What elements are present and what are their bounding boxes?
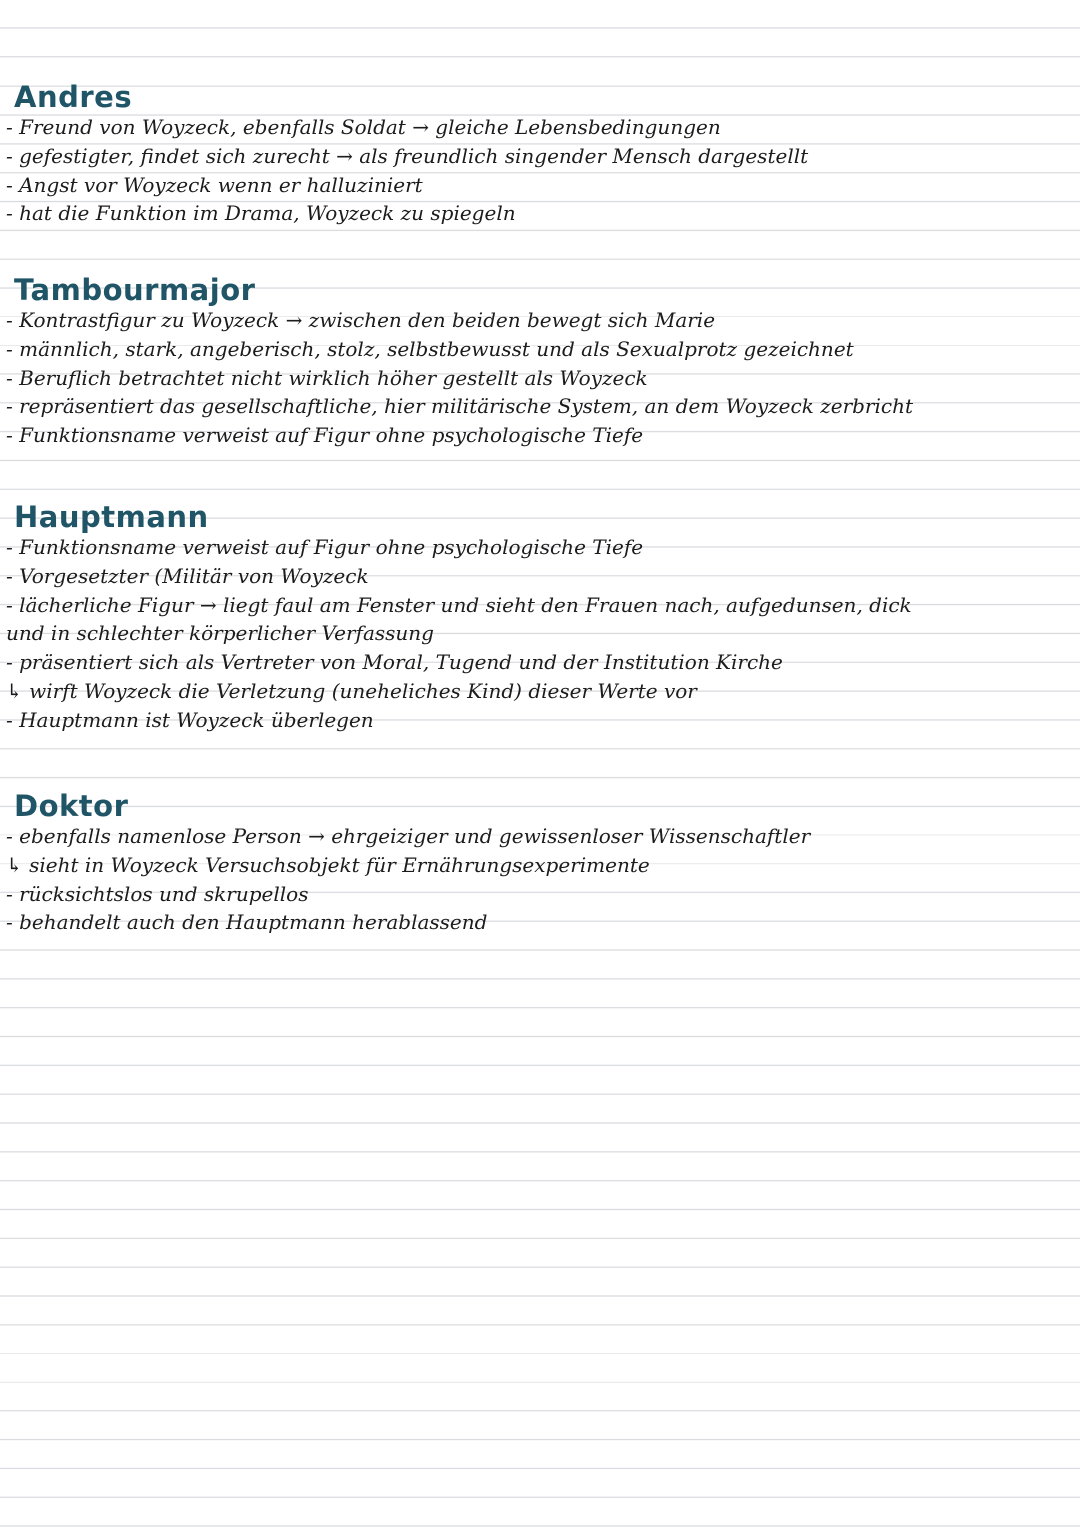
note-line: - repräsentiert das gesellschaftliche, hier militärische System, an dem Woyzeck zerbricht bbox=[6, 394, 914, 419]
note-line: - Kontrastfigur zu Woyzeck → zwischen den beiden bewegt sich Marie bbox=[6, 308, 716, 332]
note-line: ↳ sieht in Woyzeck Versuchsobjekt für Ernährungsexperimente bbox=[6, 852, 650, 877]
note-line: - ebenfalls namenlose Person → ehrgeiziger und gewissenloser Wissenschaftler bbox=[6, 824, 811, 848]
note-line: - lächerliche Figur → liegt faul am Fenster und sieht den Frauen nach, aufgedunsen, dick bbox=[6, 592, 912, 617]
section-heading: Tambourmajor bbox=[14, 273, 256, 307]
note-line: - gefestigter, findet sich zurecht → als freundlich singender Mensch dargestellt bbox=[6, 143, 809, 168]
note-line: - hat die Funktion im Drama, Woyzeck zu spiegeln bbox=[6, 201, 516, 226]
section-heading: Hauptmann bbox=[14, 500, 209, 534]
note-line: - Funktionsname verweist auf Figur ohne psychologische Tiefe bbox=[6, 423, 644, 448]
note-line: - männlich, stark, angeberisch, stolz, selbstbewusst und als Sexualprotz gezeichnet bbox=[6, 336, 854, 361]
section-andres bbox=[0, 81, 1080, 228]
section-doktor bbox=[0, 790, 1080, 937]
section-heading: Andres bbox=[14, 80, 133, 114]
section-hauptmann bbox=[0, 501, 1080, 735]
section-heading: Doktor bbox=[14, 789, 129, 823]
note-line: - behandelt auch den Hauptmann herablassend bbox=[6, 910, 488, 935]
note-line: ↳ wirft Woyzeck die Verletzung (uneheliches Kind) dieser Werte vor bbox=[6, 678, 697, 703]
note-line: - Funktionsname verweist auf Figur ohne psychologische Tiefe bbox=[6, 535, 644, 559]
section-tambourmajor bbox=[0, 274, 1080, 450]
note-line: - präsentiert sich als Vertreter von Moral, Tugend und der Institution Kirche bbox=[6, 650, 783, 675]
note-line: - Angst vor Woyzeck wenn er halluziniert bbox=[6, 172, 423, 197]
note-line: - Freund von Woyzeck, ebenfalls Soldat → gleiche Lebensbedingungen bbox=[6, 115, 721, 139]
note-line: - Vorgesetzter (Militär von Woyzeck bbox=[6, 563, 369, 588]
note-line: - Hauptmann ist Woyzeck überlegen bbox=[6, 707, 374, 732]
note-line: - rücksichtslos und skrupellos bbox=[6, 881, 309, 906]
note-line: und in schlechter körperlicher Verfassung bbox=[6, 621, 434, 646]
note-line: - Beruflich betrachtet nicht wirklich höher gestellt als Woyzeck bbox=[6, 365, 648, 390]
